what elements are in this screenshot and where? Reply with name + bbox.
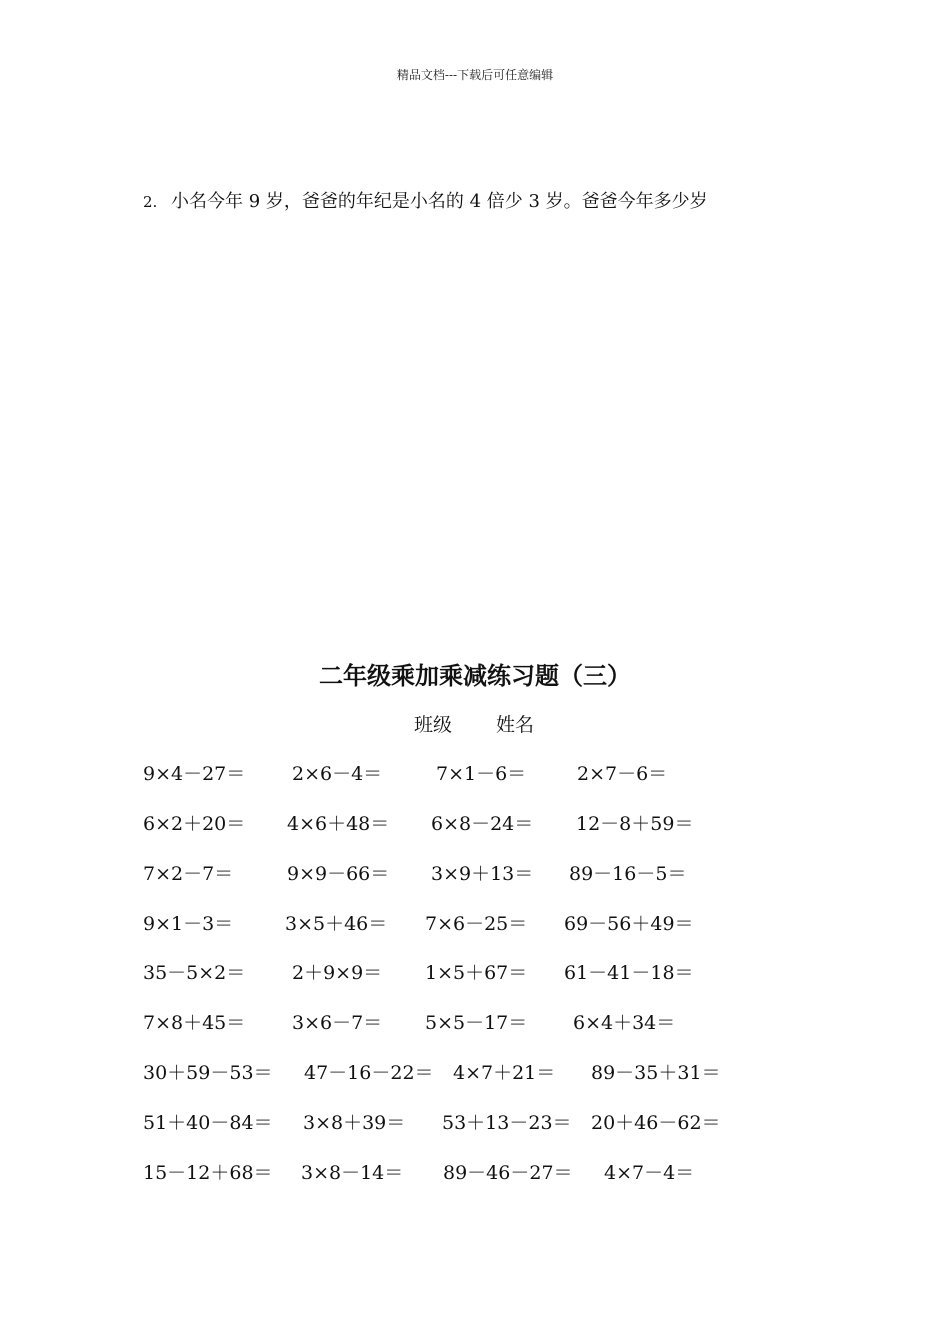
math-problem: 6×2＋20＝ [143,813,246,835]
math-problem: 89－46－27＝ [443,1162,573,1184]
math-problem: 89－35＋31＝ [591,1062,721,1084]
math-problem: 4×7－4＝ [604,1162,695,1184]
question-number: 2. [143,193,158,211]
problem-row [0,859,950,889]
name-label: 姓名 [496,714,535,736]
math-problem: 7×1－6＝ [436,763,527,785]
math-problem: 47－16－22＝ [304,1062,434,1084]
math-problem: 1×5＋67＝ [425,962,528,984]
math-problem: 15－12＋68＝ [143,1162,273,1184]
math-problem: 3×6－7＝ [292,1012,383,1034]
worksheet-title: 二年级乘加乘减练习题（三） [319,661,631,690]
class-label: 班级 [414,714,453,736]
problem-row [0,909,950,939]
math-problem: 3×5＋46＝ [285,913,388,935]
math-problem: 20＋46－62＝ [591,1112,721,1134]
math-problem: 3×8－14＝ [301,1162,404,1184]
problem-row [0,1058,950,1088]
math-problem: 61－41－18＝ [564,962,694,984]
problem-row [0,759,950,789]
math-problem: 4×6＋48＝ [287,813,390,835]
math-problem: 12－8＋59＝ [576,813,694,835]
math-problem: 9×1－3＝ [143,913,234,935]
math-problem: 30＋59－53＝ [143,1062,273,1084]
math-problem: 9×9－66＝ [287,863,390,885]
math-problem: 3×8＋39＝ [303,1112,406,1134]
math-problem: 3×9＋13＝ [431,863,534,885]
problem-row [0,1158,950,1188]
math-problem: 5×5－17＝ [425,1012,528,1034]
student-info [414,710,534,737]
math-problem: 6×4＋34＝ [573,1012,676,1034]
problem-row [0,1108,950,1138]
math-problem: 89－16－5＝ [569,863,687,885]
math-problem: 9×4－27＝ [143,763,246,785]
math-problem: 7×8＋45＝ [143,1012,246,1034]
page-header: 精品文档---下载后可任意编辑 [396,68,554,82]
problem-row [0,809,950,839]
math-problem: 2＋9×9＝ [292,962,383,984]
math-problem: 51＋40－84＝ [143,1112,273,1134]
math-problem: 4×7＋21＝ [453,1062,556,1084]
word-problem [143,187,708,213]
math-problem: 6×8－24＝ [431,813,534,835]
math-problem: 35－5×2＝ [143,962,246,984]
math-problem: 7×6－25＝ [425,913,528,935]
math-problem: 2×6－4＝ [292,763,383,785]
math-problem: 7×2－7＝ [143,863,234,885]
math-problem: 69－56＋49＝ [564,913,694,935]
math-problem: 2×7－6＝ [577,763,668,785]
problem-row [0,958,950,988]
math-problem: 53＋13－23＝ [442,1112,572,1134]
problem-row [0,1008,950,1038]
question-text: 小名今年 9 岁，爸爸的年纪是小名的 4 倍少 3 岁。爸爸今年多少岁 [171,191,708,212]
